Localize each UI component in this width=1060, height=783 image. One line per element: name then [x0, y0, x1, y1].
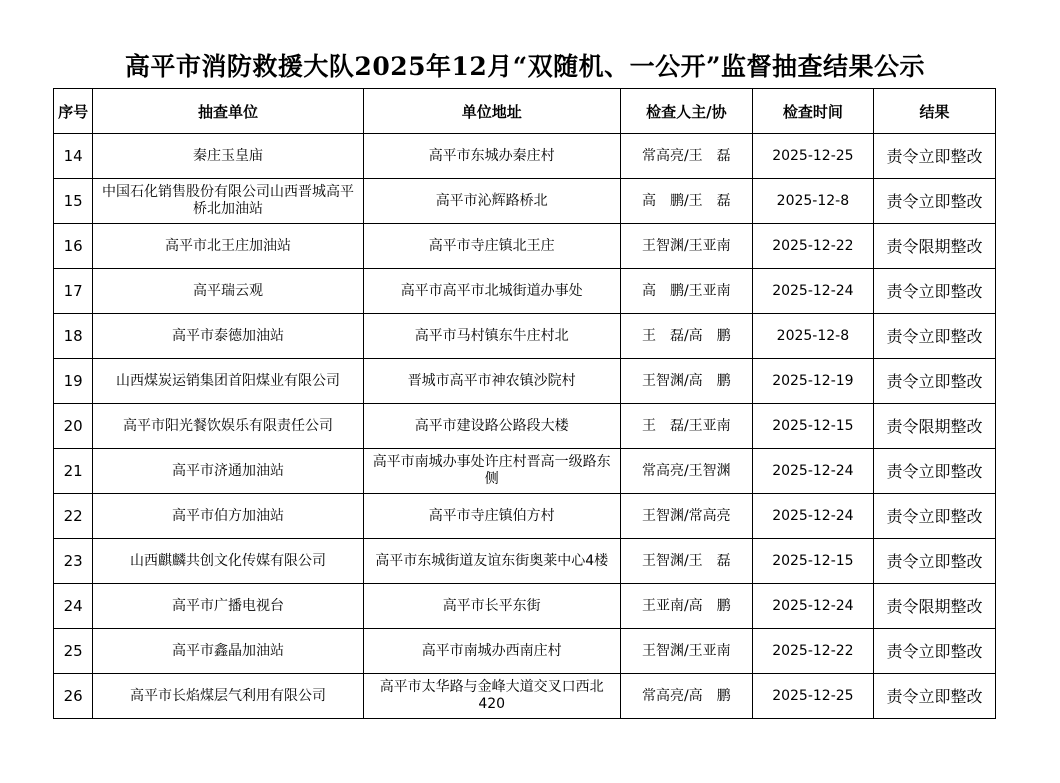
cell-index: 16: [54, 224, 93, 269]
cell-result: 责令限期整改: [873, 584, 995, 629]
cell-index: 18: [54, 314, 93, 359]
cell-inspectors: 常高亮/王智渊: [620, 449, 752, 494]
table-row: [54, 179, 996, 224]
cell-inspectors: 王智渊/高 鹏: [620, 359, 752, 404]
cell-date: 2025-12-15: [752, 539, 873, 584]
table-row: [54, 584, 996, 629]
cell-date: 2025-12-15: [752, 404, 873, 449]
cell-inspectors: 高 鹏/王亚南: [620, 269, 752, 314]
cell-index: 23: [54, 539, 93, 584]
inspection-result-table: [53, 88, 996, 719]
cell-index: 22: [54, 494, 93, 539]
header-address: 单位地址: [363, 89, 620, 134]
cell-index: 21: [54, 449, 93, 494]
cell-inspectors: 高 鹏/王 磊: [620, 179, 752, 224]
cell-result: 责令立即整改: [873, 494, 995, 539]
cell-date: 2025-12-19: [752, 359, 873, 404]
table-row: [54, 359, 996, 404]
table-row: [54, 224, 996, 269]
cell-unit: 高平市伯方加油站: [93, 494, 363, 539]
cell-address: 高平市沁辉路桥北: [363, 179, 620, 224]
table-body: [54, 134, 996, 719]
cell-inspectors: 常高亮/高 鹏: [620, 674, 752, 719]
cell-index: 14: [54, 134, 93, 179]
cell-inspectors: 王 磊/王亚南: [620, 404, 752, 449]
header-result: 结果: [873, 89, 995, 134]
page-title: 高平市消防救援大队2025年12月“双随机、一公开”监督抽查结果公示: [124, 52, 926, 81]
cell-unit: 山西麒麟共创文化传媒有限公司: [93, 539, 363, 584]
cell-address: 高平市太华路与金峰大道交叉口西北420: [363, 674, 620, 719]
cell-address: 高平市长平东街: [363, 584, 620, 629]
cell-index: 26: [54, 674, 93, 719]
cell-result: 责令立即整改: [873, 134, 995, 179]
cell-unit: 高平市济通加油站: [93, 449, 363, 494]
cell-date: 2025-12-24: [752, 584, 873, 629]
cell-inspectors: 常高亮/王 磊: [620, 134, 752, 179]
table-row: [54, 269, 996, 314]
cell-address: 高平市东城办秦庄村: [363, 134, 620, 179]
cell-unit: 秦庄玉皇庙: [93, 134, 363, 179]
cell-date: 2025-12-8: [752, 314, 873, 359]
cell-date: 2025-12-25: [752, 674, 873, 719]
cell-unit: 山西煤炭运销集团首阳煤业有限公司: [93, 359, 363, 404]
cell-result: 责令立即整改: [873, 449, 995, 494]
cell-index: 24: [54, 584, 93, 629]
header-inspectors: 检查人主/协: [620, 89, 752, 134]
table-row: [54, 629, 996, 674]
cell-unit: 高平市长焰煤层气利用有限公司: [93, 674, 363, 719]
cell-address: 高平市南城办西南庄村: [363, 629, 620, 674]
table-row: [54, 134, 996, 179]
cell-unit: 高平市北王庄加油站: [93, 224, 363, 269]
cell-index: 25: [54, 629, 93, 674]
cell-date: 2025-12-22: [752, 629, 873, 674]
cell-date: 2025-12-8: [752, 179, 873, 224]
cell-unit: 高平市广播电视台: [93, 584, 363, 629]
cell-result: 责令立即整改: [873, 314, 995, 359]
cell-unit: 高平市鑫晶加油站: [93, 629, 363, 674]
cell-date: 2025-12-25: [752, 134, 873, 179]
cell-date: 2025-12-24: [752, 449, 873, 494]
cell-address: 高平市马村镇东牛庄村北: [363, 314, 620, 359]
table-row: [54, 539, 996, 584]
table-row: [54, 404, 996, 449]
cell-result: 责令立即整改: [873, 179, 995, 224]
cell-inspectors: 王亚南/高 鹏: [620, 584, 752, 629]
cell-unit: 高平市阳光餐饮娱乐有限责任公司: [93, 404, 363, 449]
cell-address: 高平市寺庄镇北王庄: [363, 224, 620, 269]
cell-address: 晋城市高平市神农镇沙院村: [363, 359, 620, 404]
cell-result: 责令立即整改: [873, 269, 995, 314]
cell-date: 2025-12-24: [752, 494, 873, 539]
header-unit: 抽查单位: [93, 89, 363, 134]
cell-result: 责令限期整改: [873, 224, 995, 269]
header-index: 序号: [54, 89, 93, 134]
cell-unit: 高平市泰德加油站: [93, 314, 363, 359]
cell-inspectors: 王智渊/王亚南: [620, 629, 752, 674]
cell-inspectors: 王智渊/王亚南: [620, 224, 752, 269]
cell-index: 17: [54, 269, 93, 314]
cell-index: 20: [54, 404, 93, 449]
cell-result: 责令立即整改: [873, 629, 995, 674]
cell-unit: 高平瑞云观: [93, 269, 363, 314]
cell-result: 责令立即整改: [873, 674, 995, 719]
header-date: 检查时间: [752, 89, 873, 134]
cell-date: 2025-12-22: [752, 224, 873, 269]
cell-inspectors: 王智渊/王 磊: [620, 539, 752, 584]
cell-result: 责令立即整改: [873, 539, 995, 584]
cell-address: 高平市东城街道友谊东街奥莱中心4楼: [363, 539, 620, 584]
cell-result: 责令限期整改: [873, 404, 995, 449]
cell-unit: 中国石化销售股份有限公司山西晋城高平桥北加油站: [93, 179, 363, 224]
table-header-row: [54, 89, 996, 134]
cell-address: 高平市高平市北城街道办事处: [363, 269, 620, 314]
cell-address: 高平市建设路公路段大楼: [363, 404, 620, 449]
cell-address: 高平市寺庄镇伯方村: [363, 494, 620, 539]
table-row: [54, 494, 996, 539]
cell-inspectors: 王 磊/高 鹏: [620, 314, 752, 359]
cell-result: 责令立即整改: [873, 359, 995, 404]
table-row: [54, 674, 996, 719]
cell-inspectors: 王智渊/常高亮: [620, 494, 752, 539]
cell-index: 19: [54, 359, 93, 404]
cell-address: 高平市南城办事处许庄村晋高一级路东侧: [363, 449, 620, 494]
table-row: [54, 314, 996, 359]
cell-date: 2025-12-24: [752, 269, 873, 314]
table-row: [54, 449, 996, 494]
cell-index: 15: [54, 179, 93, 224]
